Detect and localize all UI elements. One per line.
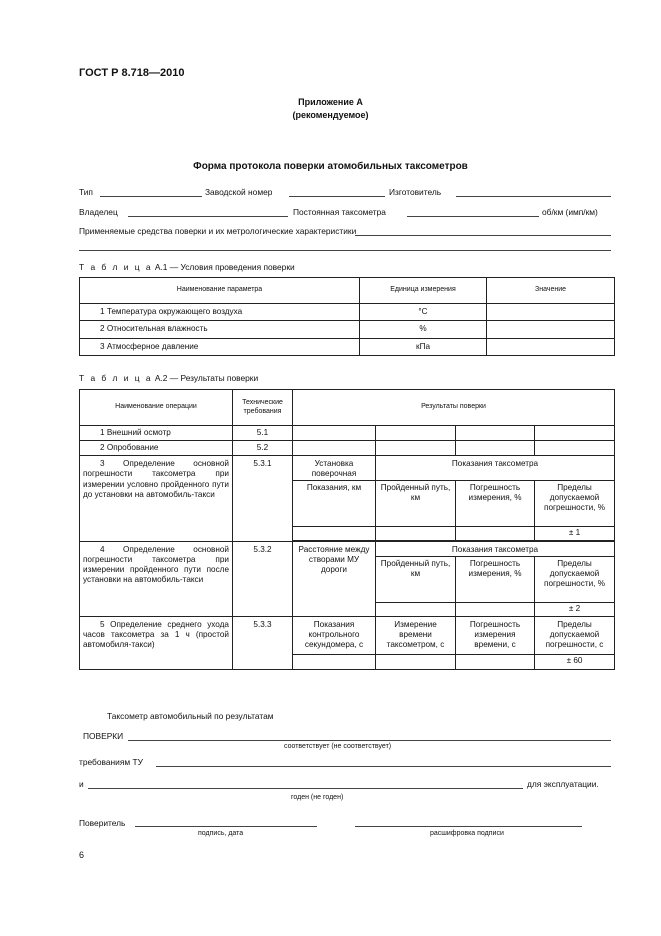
table2-r4-group: Показания таксометра <box>376 541 615 556</box>
table2-r3-name: 3 Определение основной погрешности таксометра при измерении условно пройденного пути до установки на автомобиль-такси <box>80 456 233 542</box>
table2-r1-cell1[interactable] <box>293 426 376 441</box>
table2-r2-cell4[interactable] <box>535 441 615 456</box>
table2-r2-cell3[interactable] <box>456 441 535 456</box>
table2-r4-c2: Пройденный путь, км <box>376 556 456 602</box>
table1-row3-unit: кПа <box>360 339 487 356</box>
table2-r3-v1[interactable] <box>293 526 376 540</box>
conclusion-tu-line[interactable] <box>156 766 611 767</box>
conclusion-verification: ПОВЕРКИ <box>83 731 124 741</box>
table2-r3-limit: ± 1 <box>535 526 615 540</box>
field-type-line[interactable] <box>100 196 202 197</box>
table2-r3-v3[interactable] <box>456 526 535 540</box>
table2-r3-c1b: Показания, км <box>293 480 376 526</box>
conclusion-exploit: для эксплуатации. <box>527 779 599 789</box>
table2-r5-name: 5 Определение среднего ухода часов таксометра за 1 ч (простой автомобиля-такси) <box>80 616 233 669</box>
conclusion-fit-line[interactable] <box>88 788 523 789</box>
document-id: ГОСТ Р 8.718—2010 <box>79 67 185 79</box>
table2-r5-req: 5.3.3 <box>233 616 293 669</box>
table2-r4-name: 4 Определение основной погрешности таксометра при измерении пройденного пути после установки на автомобиль-такси <box>80 541 233 616</box>
appendix-title: Приложение А <box>298 97 363 107</box>
table2-r1-cell2[interactable] <box>376 426 456 441</box>
field-means-line-2[interactable] <box>79 250 611 251</box>
table1-row2-unit: % <box>360 321 487 339</box>
verifier-sign-line[interactable] <box>135 826 317 827</box>
table1-caption <box>79 262 295 272</box>
page-number: 6 <box>79 850 85 860</box>
table1-row3-name: 3 Атмосферное давление <box>80 339 360 356</box>
table1-row2-value[interactable] <box>487 321 615 339</box>
verifier-sign-hint: подпись, дата <box>198 830 244 837</box>
table2-r1-req: 5.1 <box>233 426 293 441</box>
table2-r3-v2[interactable] <box>376 526 456 540</box>
table2-r2-req: 5.2 <box>233 441 293 456</box>
table2-r3-group: Показания таксометра <box>376 456 615 481</box>
table2-header-op: Наименование операции <box>80 390 233 426</box>
conclusion-verification-line[interactable] <box>128 740 611 741</box>
table1-caption-text: А.1 — Условия проведения поверки <box>154 262 295 272</box>
table-results <box>79 389 615 670</box>
verifier-label: Поверитель <box>79 818 126 828</box>
table2-r5-limit: ± 60 <box>535 654 615 669</box>
table1-row1-unit: °С <box>360 304 487 321</box>
table2-r3-c3: Погрешность измерения, % <box>456 480 535 526</box>
field-serial-label: Заводской номер <box>205 187 273 197</box>
table2-r5-c4: Пределы допускаемой погрешности, с <box>535 616 615 654</box>
table1-header-value: Значение <box>487 278 615 304</box>
table2-r3-c4: Пределы допускаемой погрешности, % <box>535 480 615 526</box>
verifier-decode-line[interactable] <box>355 826 582 827</box>
table2-r5-v1[interactable] <box>293 654 376 669</box>
table2-r5-v3[interactable] <box>456 654 535 669</box>
table2-r5-v2[interactable] <box>376 654 456 669</box>
table2-r1-name: 1 Внешний осмотр <box>80 426 233 441</box>
table1-row2-name: 2 Относительная влажность <box>80 321 360 339</box>
verifier-decode-hint: расшифровка подписи <box>430 830 504 837</box>
field-type-label: Тип <box>79 187 93 197</box>
table2-r5-c3: Погрешность измерения времени, с <box>456 616 535 654</box>
table2-caption <box>79 373 258 383</box>
table2-r4-req: 5.3.2 <box>233 541 293 616</box>
conclusion-intro: Таксометр автомобильный по результатам <box>107 711 274 721</box>
table2-r2-cell2[interactable] <box>376 441 456 456</box>
field-means-label: Применяемые средства поверки и их метрологические характеристики <box>79 226 357 236</box>
table1-row1-value[interactable] <box>487 304 615 321</box>
field-owner-line[interactable] <box>128 216 288 217</box>
table2-r4-v2[interactable] <box>376 602 456 616</box>
table2-r5-c1: Показания контрольного секундомера, с <box>293 616 376 654</box>
table2-header-results: Результаты поверки <box>293 390 615 426</box>
appendix-note: (рекомендуемое) <box>292 110 369 120</box>
conclusion-and: и <box>79 779 84 789</box>
table2-r3-c1: Установка поверочная <box>293 456 376 481</box>
table2-r2-name: 2 Опробование <box>80 441 233 456</box>
table2-r4-v3[interactable] <box>456 602 535 616</box>
table1-caption-label: Т а б л и ц а <box>79 262 153 272</box>
table2-caption-text: А.2 — Результаты поверки <box>154 373 259 383</box>
field-maker-line[interactable] <box>456 196 611 197</box>
field-constant-label: Постоянная таксометра <box>293 207 386 217</box>
table2-r1-cell4[interactable] <box>535 426 615 441</box>
table2-r4-c4: Пределы допускаемой погрешности, % <box>535 556 615 602</box>
table1-row1-name: 1 Температура окружающего воздуха <box>80 304 360 321</box>
table1-header-param: Наименование параметра <box>80 278 360 304</box>
field-means-line[interactable] <box>355 235 611 236</box>
table2-header-req: Технические требования <box>233 390 293 426</box>
table1-row3-value[interactable] <box>487 339 615 356</box>
table1-header-unit: Единица измерения <box>360 278 487 304</box>
conclusion-fit-hint: годен (не годен) <box>291 794 344 801</box>
conclusion-comply-hint: соответствует (не соответствует) <box>284 743 392 750</box>
field-owner-label: Владелец <box>79 207 118 217</box>
field-maker-label: Изготовитель <box>389 187 442 197</box>
table2-r2-cell1[interactable] <box>293 441 376 456</box>
form-title: Форма протокола поверки атомобильных таксометров <box>193 161 468 172</box>
table2-r1-cell3[interactable] <box>456 426 535 441</box>
field-constant-unit: об/км (имп/км) <box>542 207 598 217</box>
table2-r3-c2: Пройденный путь, км <box>376 480 456 526</box>
table2-r4-limit: ± 2 <box>535 602 615 616</box>
table-conditions <box>79 277 615 356</box>
table2-caption-label: Т а б л и ц а <box>79 373 153 383</box>
field-serial-line[interactable] <box>289 196 385 197</box>
table2-r4-c3: Погрешность измерения, % <box>456 556 535 602</box>
table2-r5-c2: Измерение времени таксометром, с <box>376 616 456 654</box>
table2-r4-c1: Расстояние между створами МУ дороги <box>293 541 376 616</box>
table2-r3-req: 5.3.1 <box>233 456 293 542</box>
conclusion-tu-label: требованиям ТУ <box>79 757 143 767</box>
field-constant-line[interactable] <box>407 216 539 217</box>
